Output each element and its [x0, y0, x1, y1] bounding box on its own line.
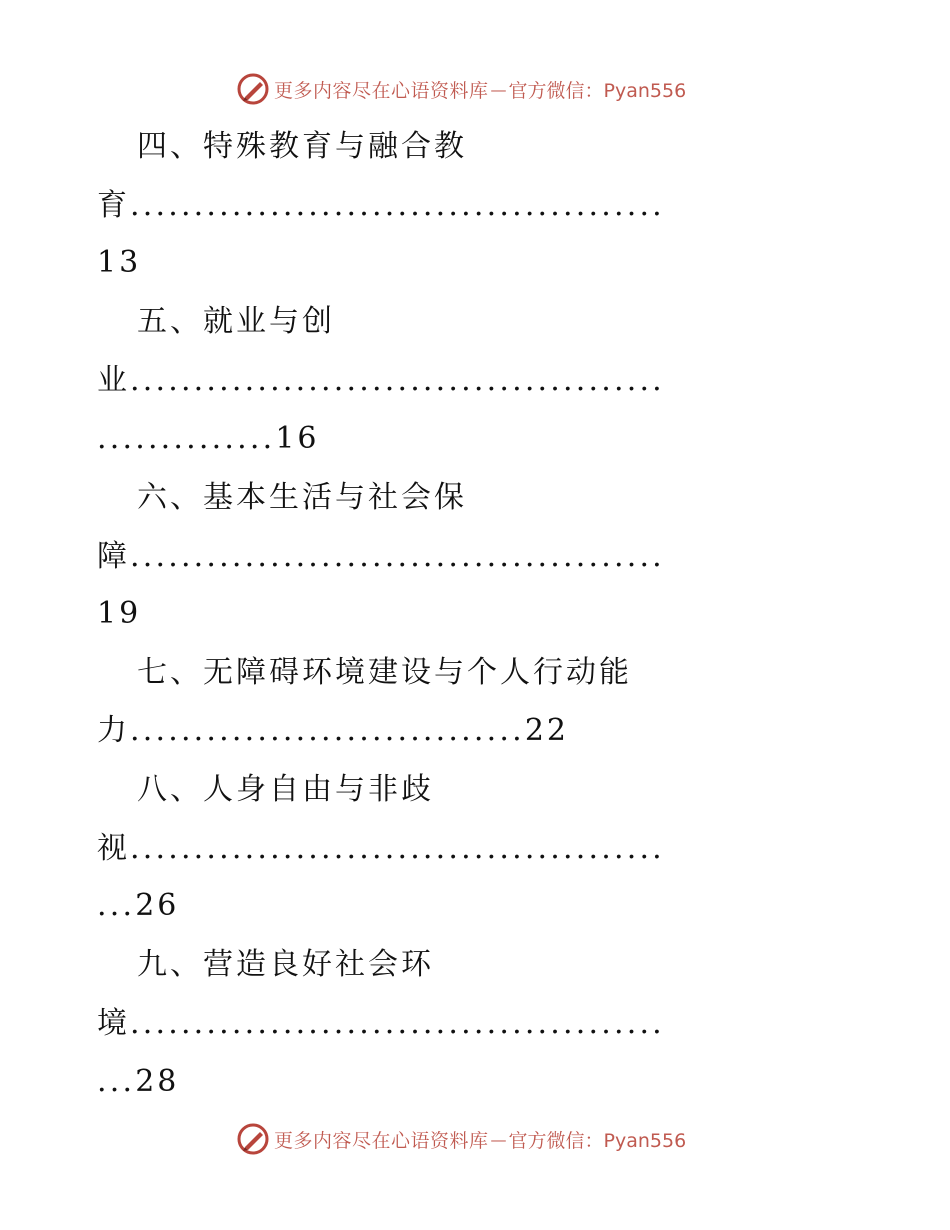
toc-cont-char: 力 — [97, 713, 130, 748]
pen-logo-icon — [236, 72, 270, 106]
toc-continuation — [97, 829, 857, 869]
watermark-footer — [236, 1122, 686, 1156]
toc-leader: ... — [97, 1064, 136, 1099]
toc-page-number: 26 — [135, 888, 180, 923]
toc-page-line — [97, 419, 857, 459]
toc-page-number: 22 — [524, 713, 570, 748]
toc-leader: .......................................... — [130, 539, 665, 574]
toc-heading: 六、基本生活与社会保 — [137, 480, 467, 515]
pen-logo-icon — [236, 1122, 270, 1156]
toc-continuation — [97, 1004, 857, 1044]
toc-cont-char: 境 — [97, 1006, 130, 1041]
toc-cont-char: 育 — [97, 188, 130, 223]
toc-leader: ............................... — [130, 713, 525, 748]
toc-heading: 八、人身自由与非歧 — [137, 772, 434, 807]
toc-page-number: 19 — [97, 596, 142, 631]
toc-continuation — [97, 186, 857, 226]
toc-page-line — [97, 594, 857, 634]
toc-leader: .............. — [97, 421, 276, 456]
toc-leader: ... — [97, 888, 136, 923]
toc-heading: 四、特殊教育与融合教 — [137, 129, 467, 164]
watermark-text: 更多内容尽在心语资料库 — [274, 79, 489, 102]
toc-page-line — [97, 243, 857, 283]
watermark-header — [236, 72, 686, 106]
toc-cont-char: 业 — [97, 363, 130, 398]
toc-leader: .......................................... — [130, 1006, 665, 1041]
watermark-contact: 官方微信：Pyan556 — [508, 79, 687, 102]
toc-continuation — [97, 361, 857, 401]
toc-heading: 五、就业与创 — [137, 304, 335, 339]
toc-heading: 七、无障碍环境建设与个人行动能 — [137, 655, 632, 690]
toc-heading: 九、营造良好社会环 — [137, 947, 434, 982]
toc-page-number: 16 — [275, 421, 320, 456]
toc-continuation — [97, 537, 857, 577]
toc-leader: .......................................... — [130, 831, 665, 866]
watermark-contact: 官方微信：Pyan556 — [508, 1129, 687, 1152]
toc-page-number: 28 — [135, 1064, 180, 1099]
toc-leader: .......................................... — [130, 188, 665, 223]
watermark-text: 更多内容尽在心语资料库 — [274, 1129, 489, 1152]
toc-continuation — [97, 711, 857, 751]
toc-cont-char: 障 — [97, 539, 130, 574]
toc-cont-char: 视 — [97, 831, 130, 866]
watermark-separator: — — [490, 79, 507, 99]
toc-page-number: 13 — [97, 245, 142, 280]
toc-page-line — [97, 886, 857, 926]
toc-page-line — [97, 1062, 857, 1102]
toc-leader: .......................................... — [130, 363, 665, 398]
watermark-separator: — — [490, 1129, 507, 1149]
